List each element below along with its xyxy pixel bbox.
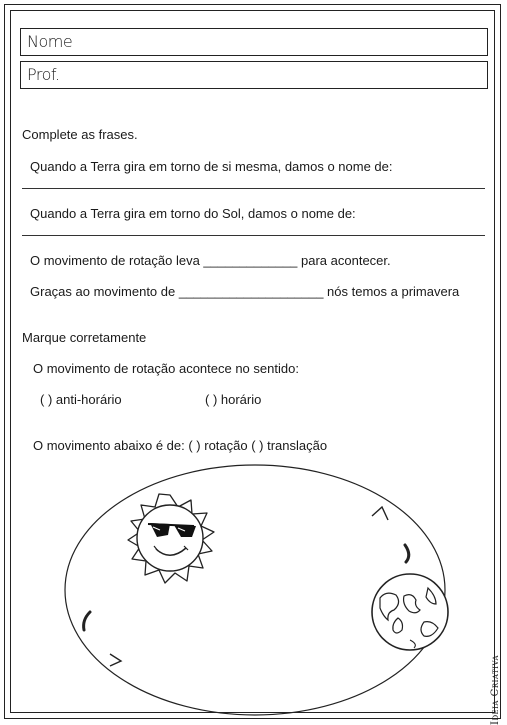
question-3: O movimento de rotação leva _____________ para acontecer. (30, 253, 391, 268)
brand-watermark (490, 595, 507, 725)
question-4: Graças ao movimento de ____________________ nós temos a primavera (30, 284, 460, 299)
orbit-arrow-bottom-left (110, 654, 121, 666)
teacher-label: Prof. (27, 65, 60, 84)
question-6: O movimento abaixo é de: ( ) rotação ( ) translação (33, 438, 328, 453)
motion-mark-left (84, 612, 90, 630)
section2-instruction: Marque corretamente (22, 330, 147, 345)
question-2: Quando a Terra gira em torno do Sol, damos o nome de: (30, 206, 356, 221)
section1-instruction: Complete as frases. (22, 127, 138, 142)
option-clockwise[interactable]: ( ) horário (205, 392, 262, 407)
earth-icon (372, 574, 448, 650)
question-1: Quando a Terra gira em torno de si mesma, damos o nome de: (30, 159, 393, 174)
question-5: O movimento de rotação acontece no sentido: (33, 361, 299, 376)
name-label: Nome (27, 32, 73, 51)
sun-icon (128, 494, 214, 583)
brand-text: Ideia Criativa (490, 654, 501, 725)
orbit-arrow-top-right (372, 507, 388, 520)
motion-mark-right (405, 545, 409, 562)
option-anti-clockwise[interactable]: ( ) anti-horário (40, 392, 122, 407)
